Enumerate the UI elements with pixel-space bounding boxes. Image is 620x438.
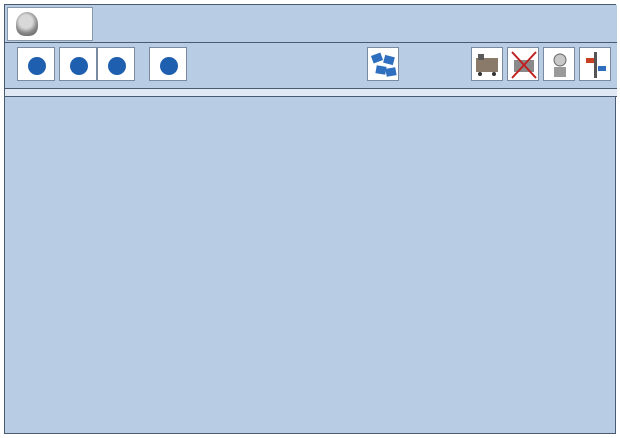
tools-icon <box>580 48 612 82</box>
mandatory-sign-icon <box>160 57 178 75</box>
logo-emblem-icon <box>16 12 38 36</box>
organisation-pictogram-2 <box>507 47 539 81</box>
cleaning-plan-sheet <box>4 4 616 434</box>
mandatory-sign-icon <box>28 57 46 75</box>
person-icon <box>544 48 576 82</box>
company-logo <box>7 7 93 41</box>
table-header <box>5 89 617 97</box>
sign-handgloves <box>97 47 135 81</box>
organisation-pictogram-1 <box>471 47 503 81</box>
sign-handwash <box>149 47 187 81</box>
cleaning-cloths-icon <box>368 48 400 82</box>
cleaning-cart-icon <box>472 48 504 82</box>
sign-shoes <box>59 47 97 81</box>
sign-gloves <box>17 47 55 81</box>
colorcode-pictogram <box>367 47 399 81</box>
pictogram-strip <box>5 43 617 89</box>
organisation-pictogram-4 <box>579 47 611 81</box>
plan-header <box>5 5 617 43</box>
mandatory-sign-icon <box>108 57 126 75</box>
mandatory-sign-icon <box>70 57 88 75</box>
machine-prohibited-icon <box>508 48 540 82</box>
organisation-pictogram-3 <box>543 47 575 81</box>
address-block <box>95 7 147 41</box>
